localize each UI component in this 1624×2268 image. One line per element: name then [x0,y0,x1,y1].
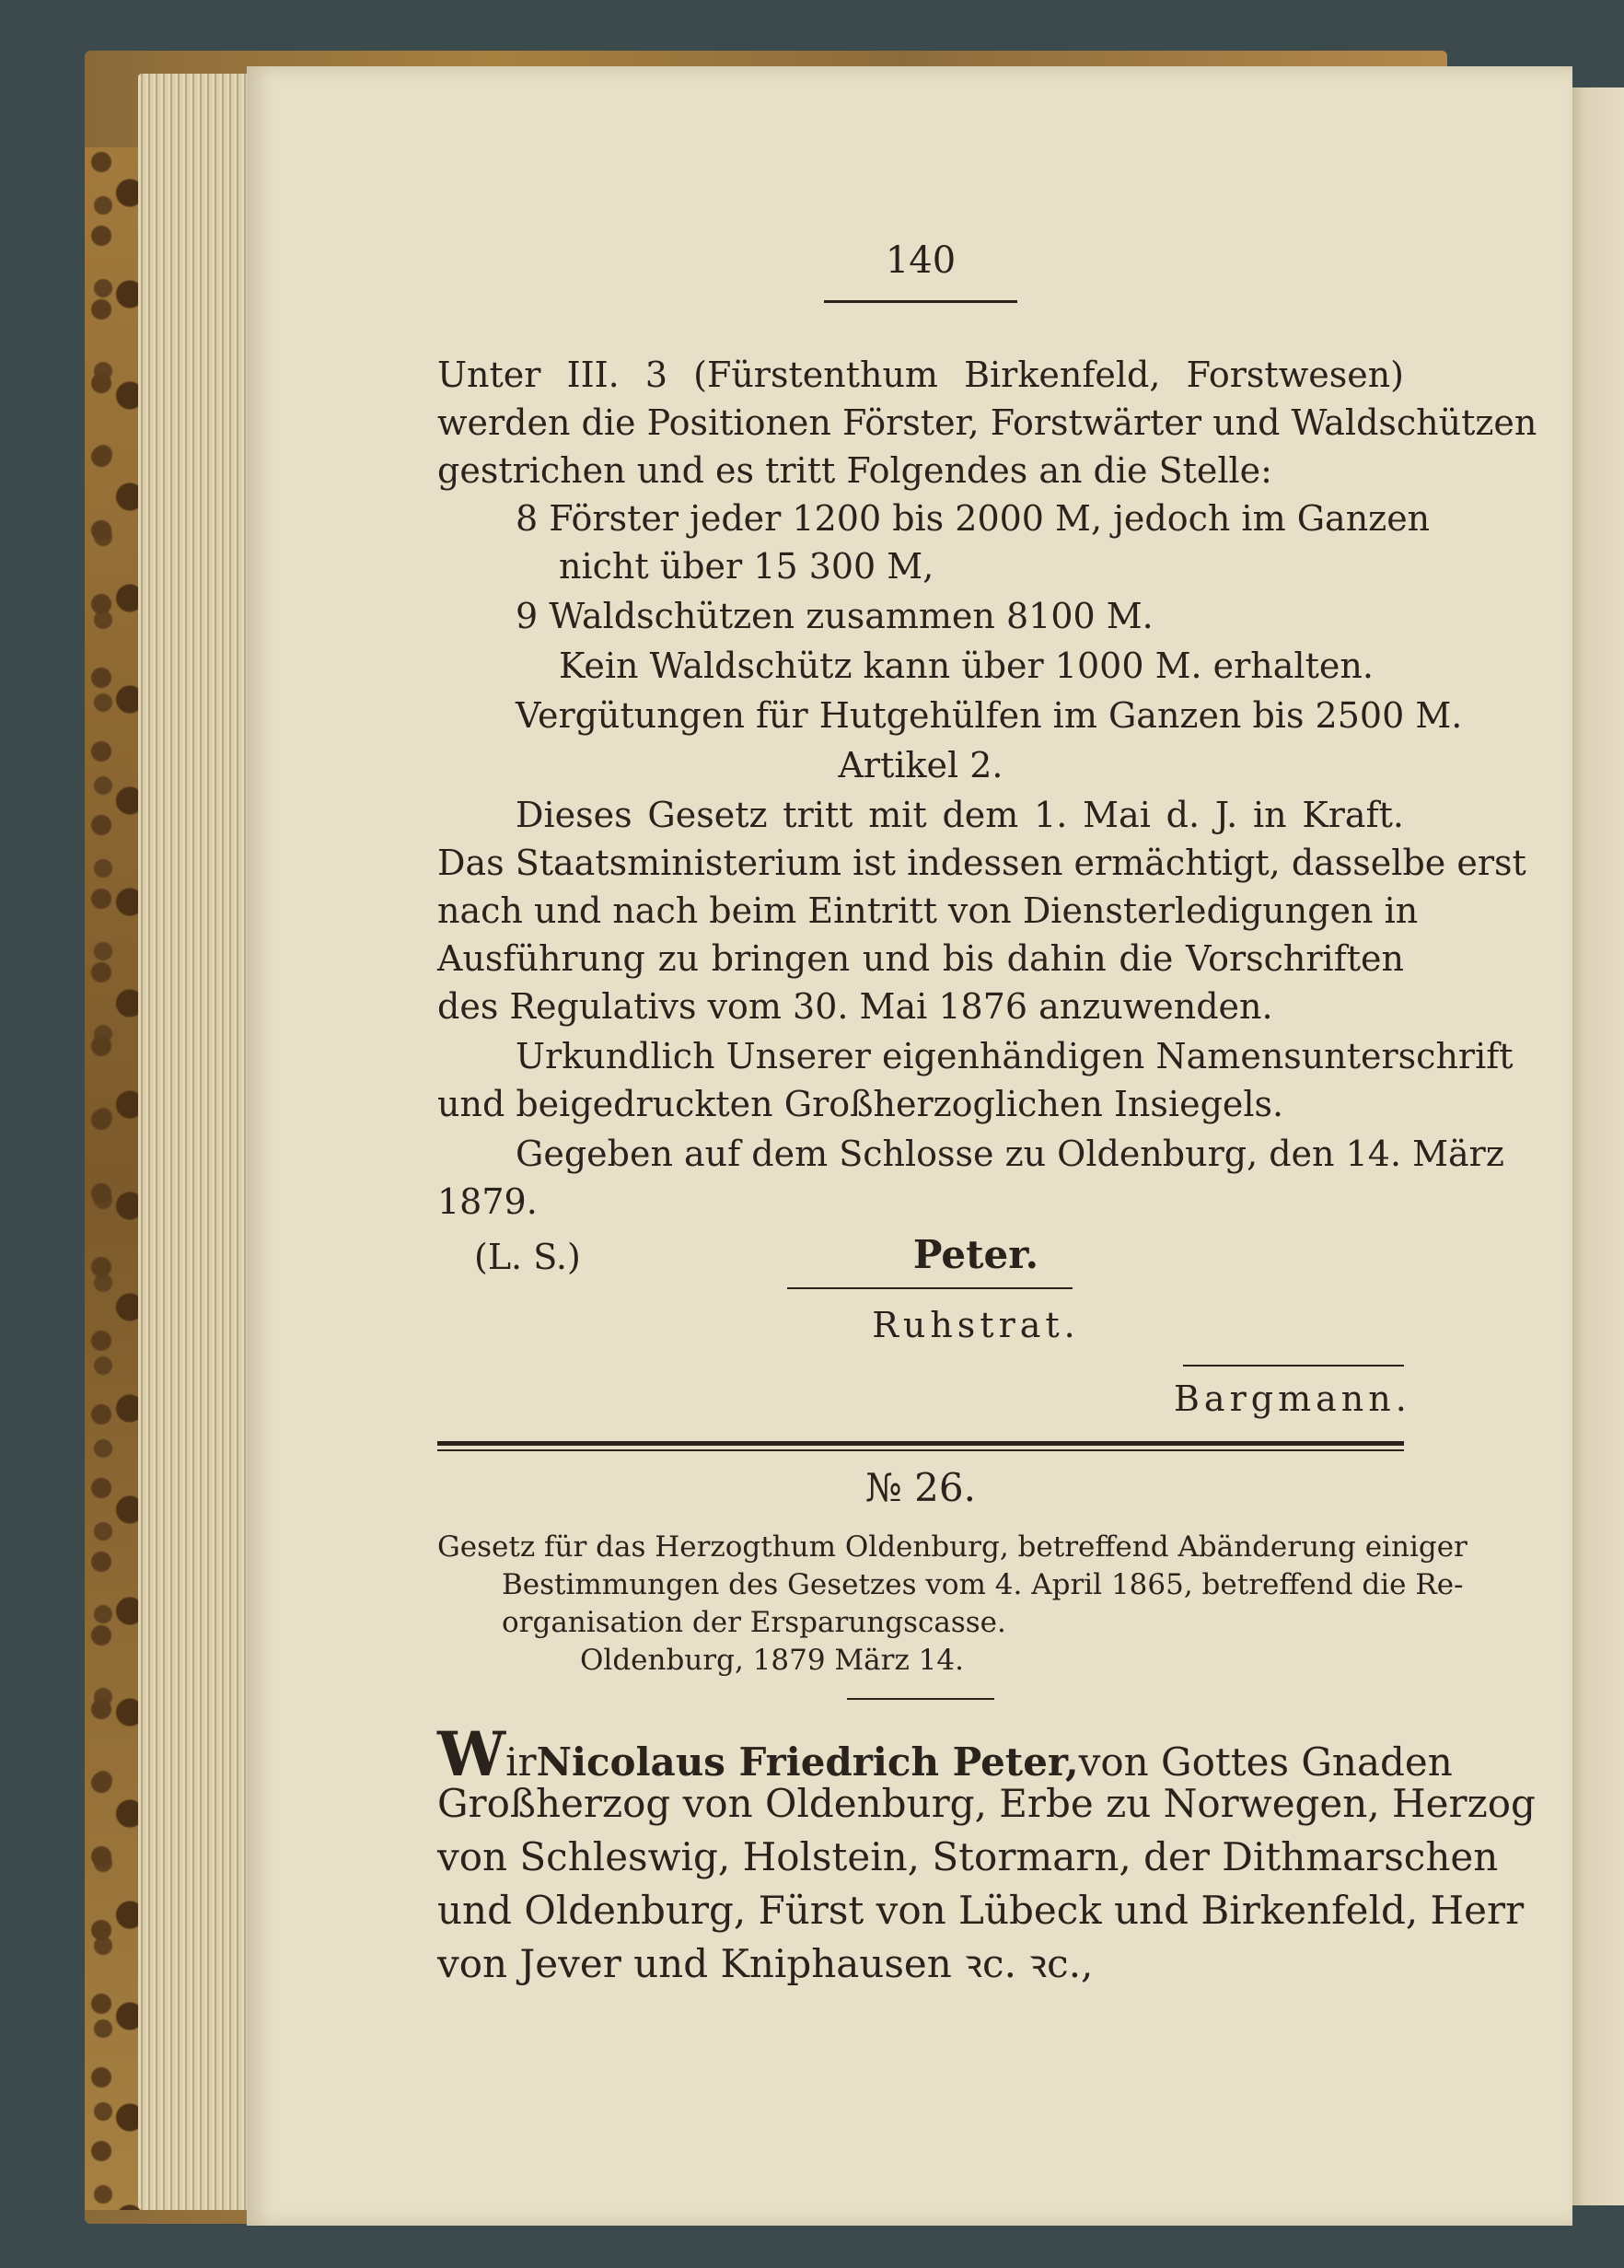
preamble-initial: W [437,1718,506,1790]
law-title-line: organisation der Ersparungscasse. [502,1606,1006,1639]
body-line: Kein Waldschütz kann über 1000 M. erhalten. [559,646,1374,686]
body-line: Das Staatsministerium ist indessen ermächtigt, dasselbe erst [437,843,1526,883]
body-line: Vergütungen für Hutgehülfen im Ganzen bis 2500 M. [516,695,1463,736]
body-line: Gegeben auf dem Schlosse zu Oldenburg, den 14. März [516,1134,1504,1174]
body-line: nach und nach beim Eintritt von Diensterledigungen in [437,890,1419,931]
preamble-line: von Schleswig, Holstein, Stormarn, der Dithmarschen [437,1834,1499,1879]
preamble-line: von Jever und Kniphausen ꝛc. ꝛc., [437,1941,1094,1986]
body-line: Unter III. 3 (Fürstenthum Birkenfeld, Forstwesen) [437,355,1404,395]
preamble-line: Großherzog von Oldenburg, Erbe zu Norwegen, Herzog [437,1781,1536,1826]
page-number-rule [824,300,1017,303]
preamble-first-tail: von Gottes Gnaden [1078,1739,1453,1785]
signature-ruhstrat: Ruhstrat. [872,1305,1080,1345]
signature-peter: Peter. [912,1232,1039,1277]
body-line: 9 Waldschützen zusammen 8100 M. [516,596,1154,636]
body-line: gestrichen und es tritt Folgendes an die Stelle: [437,450,1272,491]
body-line: und beigedruckten Großherzoglichen Insiegels. [437,1084,1284,1124]
signature-bargmann: Bargmann. [1174,1378,1411,1419]
body-line: nicht über 15 300 M, [559,546,934,587]
body-line: werden die Positionen Förster, Forstwärter und Waldschützen [437,402,1537,443]
page-number: 140 [885,239,957,282]
body-line: Ausführung zu bringen und bis dahin die Vorschriften [437,938,1404,979]
preamble-opening-rest: ir [505,1739,537,1785]
body-line: 1879. [437,1181,538,1222]
preamble-first-line [437,1718,1453,1790]
body-line: Dieses Gesetz tritt mit dem 1. Mai d. J. in Kraft. [516,795,1404,835]
section-divider-thick [437,1441,1404,1446]
preamble-line: und Oldenburg, Fürst von Lübeck und Birkenfeld, Herr [437,1888,1525,1933]
body-line: Urkundlich Unserer eigenhändigen Namensunterschrift [516,1036,1514,1076]
signature-rule [787,1287,1073,1289]
preamble-opening [437,1718,537,1790]
body-line: 8 Förster jeder 1200 bis 2000 M, jedoch im Ganzen [516,498,1431,539]
law-title-line: Gesetz für das Herzogthum Oldenburg, betreffend Abänderung einiger [437,1530,1467,1564]
signature-rule-2 [1183,1365,1404,1367]
law-title-line: Bestimmungen des Gesetzes vom 4. April 1865, betreffend die Re- [502,1568,1464,1601]
section-divider-thin [437,1449,1404,1451]
title-rule [847,1698,994,1700]
preamble-sovereign-name: Nicolaus Friedrich Peter, [536,1739,1079,1785]
law-date: Oldenburg, 1879 März 14. [580,1644,964,1677]
article-heading: Artikel 2. [838,745,1003,785]
body-line: des Regulativs vom 30. Mai 1876 anzuwenden. [437,986,1273,1027]
page-edges [138,74,258,2210]
seal-mark: (L. S.) [474,1237,581,1277]
section-number: № 26. [865,1465,976,1510]
